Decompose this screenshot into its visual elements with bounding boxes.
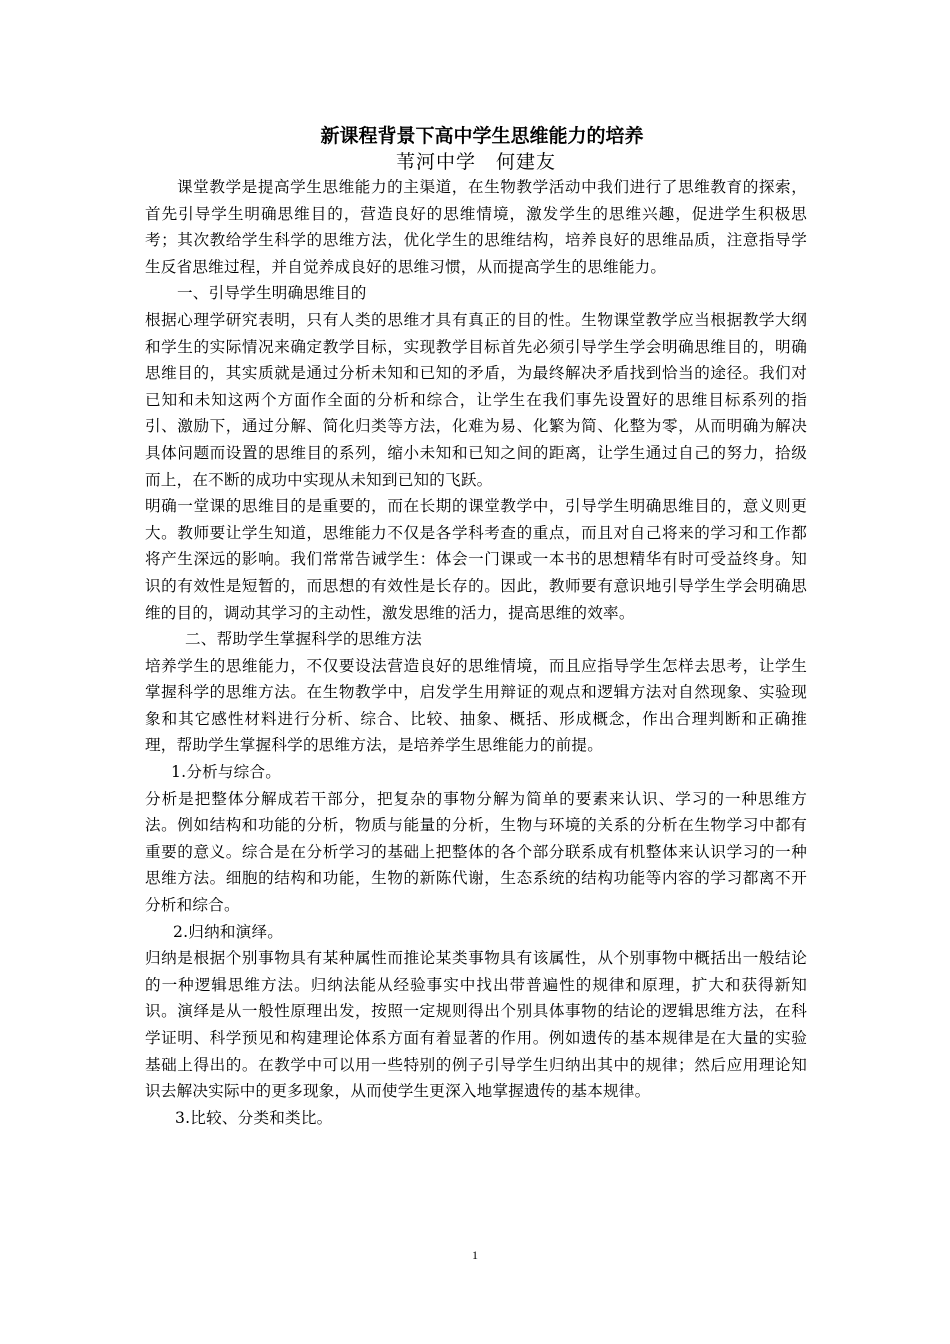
- subsection2-heading: 2.归纳和演绎。: [173, 922, 284, 941]
- document-title: 新课程背景下高中学生思维能力的培养: [320, 125, 644, 147]
- document-author: 苇河中学 何建友: [395, 151, 556, 173]
- subsection1-heading: 1.分析与综合。: [171, 763, 282, 782]
- intro-paragraph: 课堂教学是提高学生思维能力的主渠道，在生物教学活动中我们进行了思维教育的探索，首先引导学生明确思维目的，营造良好的思维情境，激发学生的思维兴趣，促进学生积极思考；其次教给学生科学的思维方法，优化学生的思维结构，培养良好的思维品质，注意指导学生反省思维过程，并自觉养成良好的思维习惯，从而提高学生的思维能力。: [145, 178, 807, 276]
- page-number: 1: [472, 1248, 478, 1262]
- subsection1-paragraph: 分析是把整体分解成若干部分，把复杂的事物分解为简单的要素来认识、学习的一种思维方法。例如结构和功能的分析，物质与能量的分析，生物与环境的关系的分析在生物学习中都有重要的意义。综合是在分析学习的基础上把整体的各个部分联系成有机整体来认识学习的一种思维方法。细胞的结构和功能，生物的新陈代谢，生态系统的结构功能等内容的学习都离不开分析和综合。: [145, 789, 807, 915]
- subsection3-heading: 3.比较、分类和类比。: [175, 1108, 333, 1127]
- document-page: [145, 122, 807, 1131]
- subsection2-paragraph: 归纳是根据个别事物具有某种属性而推论某类事物具有该属性，从个别事物中概括出一般结论的一种逻辑思维方法。归纳法能从经验事实中找出带普遍性的规律和原理，扩大和获得新知识。演绎是从一般性原理出发，按照一定规则得出个别具体事物的结论的逻辑思维方法，在科学证明、科学预见和构建理论体系方面有着显著的作用。例如遗传的基本规律是在大量的实验基础上得出的。在教学中可以用一些特别的例子引导学生归纳出其中的规律；然后应用理论知识去解决实际中的更多现象，从而使学生更深入地掌握遗传的基本规律。: [145, 949, 807, 1101]
- section1-paragraph-1: 根据心理学研究表明，只有人类的思维才具有真正的目的性。生物课堂教学应当根据教学大纲和学生的实际情况来确定教学目标，实现教学目标首先必须引导学生学会明确思维目的，明确思维目的，其实质就是通过分析未知和已知的矛盾，为最终解决矛盾找到恰当的途径。我们对已知和未知这两个方面作全面的分析和综合，让学生在我们事先设置好的思维目标系列的指引、激励下，通过分解、简化归类等方法，化难为易、化繁为简、化整为零，从而明确为解决具体问题而设置的思维目的系列，缩小未知和已知之间的距离，让学生通过自己的努力，拾级而上，在不断的成功中实现从未知到已知的飞跃。: [145, 310, 807, 489]
- section2-heading: 二、帮助学生掌握科学的思维方法: [185, 630, 422, 649]
- section2-paragraph-1: 培养学生的思维能力，不仅要设法营造良好的思维情境，而且应指导学生怎样去思考，让学生掌握科学的思维方法。在生物教学中，启发学生用辩证的观点和逻辑方法对自然现象、实验现象和其它感性材料进行分析、综合、比较、抽象、概括、形成概念，作出合理判断和正确推理，帮助学生掌握科学的思维方法，是培养学生思维能力的前提。: [145, 656, 807, 755]
- section1-paragraph-2: 明确一堂课的思维目的是重要的，而在长期的课堂教学中，引导学生明确思维目的，意义则更大。教师要让学生知道，思维能力不仅是各学科考查的重点，而且对自己将来的学习和工作都将产生深远的影响。我们常常告诫学生：体会一门课或一本书的思想精华有时可受益终身。知识的有效性是短暂的，而思想的有效性是长存的。因此，教师要有意识地引导学生学会明确思维的目的，调动其学习的主动性，激发思维的活力，提高思维的效率。: [145, 497, 807, 622]
- section1-heading: 一、引导学生明确思维目的: [177, 284, 367, 303]
